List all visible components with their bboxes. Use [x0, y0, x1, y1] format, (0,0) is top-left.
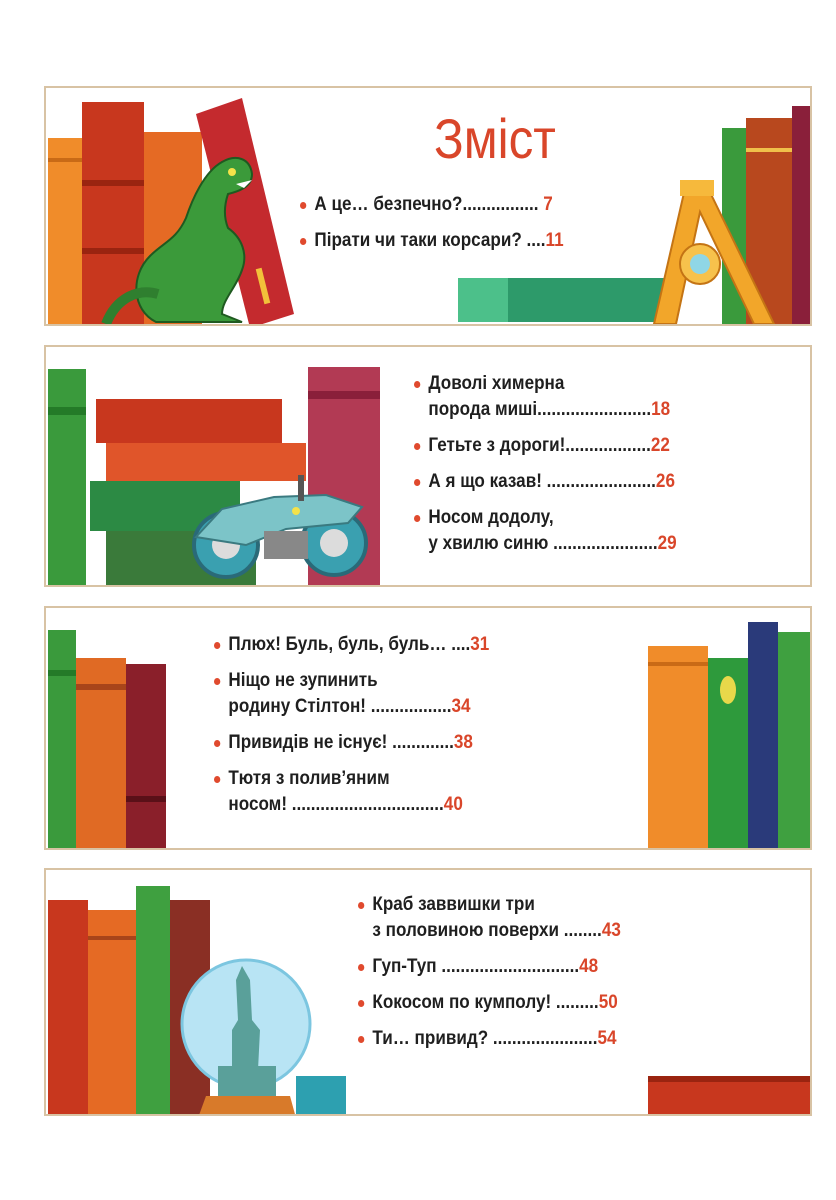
toc-entry-title: Пірати чи таки корсари? ....	[314, 230, 546, 251]
bullet-icon	[214, 642, 220, 649]
toc-entry-title: Кокосом по кумполу! .........	[372, 992, 599, 1013]
toc-page-number: 29	[657, 533, 677, 554]
toc-page-number: 26	[655, 471, 675, 492]
bullet-icon	[414, 443, 420, 450]
toc-entry[interactable]	[358, 954, 621, 980]
books-illustration-right	[636, 608, 812, 850]
toc-panel-3	[44, 606, 812, 850]
toc-entry[interactable]	[414, 433, 677, 459]
toc-panel-4	[44, 868, 812, 1116]
toc-page-number: 31	[470, 634, 490, 655]
toc-page-number: 50	[598, 992, 618, 1013]
bullet-icon	[414, 515, 420, 522]
toc-page-number: 34	[451, 696, 471, 717]
toc-entry-title: Ніщо не зупинить	[228, 670, 378, 691]
toc-entry[interactable]	[414, 505, 677, 557]
toc-entry-title: родину Стілтон! .................	[228, 696, 452, 717]
toc-entry[interactable]	[214, 668, 489, 720]
bullet-icon	[358, 1036, 364, 1043]
toc-entry-title: носом! ................................	[228, 794, 444, 815]
toc-entry-title: Гетьте з дороги!..................	[428, 435, 651, 456]
toc-entry-title: Доволі химерна	[428, 373, 565, 394]
toc-entry[interactable]	[214, 766, 489, 818]
toc-entry-title: А я що казав! .......................	[428, 471, 656, 492]
toc-entry-title: Краб заввишки три	[372, 894, 535, 915]
toc-entry-title: Привидів не існує! .............	[228, 732, 454, 753]
toc-entry-title: Тютя з полив’яним	[228, 768, 390, 789]
bullet-icon	[214, 740, 220, 747]
toc-entry-title: у хвилю синю ......................	[428, 533, 658, 554]
toc-list-3	[214, 632, 520, 828]
books-illustration-left	[46, 870, 346, 1116]
toc-list-2	[414, 371, 706, 567]
toc-entry-title: Ти… привид? ......................	[372, 1028, 598, 1049]
toc-entry-title: порода миші........................	[428, 399, 652, 420]
toc-page-number: 40	[443, 794, 463, 815]
toc-panel-1	[44, 86, 812, 326]
toc-page-number: 18	[651, 399, 671, 420]
bullet-icon	[214, 776, 220, 783]
toc-page-number: 7	[543, 194, 553, 215]
toc-entry-title: А це… безпечно?................	[314, 194, 544, 215]
toc-page-number: 38	[453, 732, 473, 753]
bullet-icon	[300, 202, 306, 209]
toc-page-number: 54	[597, 1028, 617, 1049]
toc-panel-2	[44, 345, 812, 587]
bullet-icon	[358, 902, 364, 909]
books-illustration-left	[46, 347, 386, 587]
toc-entry[interactable]	[358, 990, 621, 1016]
page-title: Зміст	[434, 107, 556, 170]
toc-entry[interactable]	[214, 632, 489, 658]
toc-entry[interactable]	[414, 371, 677, 423]
toc-page-number: 43	[601, 920, 621, 941]
toc-entry[interactable]	[214, 730, 489, 756]
toc-page-number: 22	[650, 435, 670, 456]
toc-entry-title: Гуп-Туп .............................	[372, 956, 580, 977]
bullet-icon	[358, 1000, 364, 1007]
toc-entry-title: з половиною поверхи ........	[372, 920, 602, 941]
bullet-icon	[414, 381, 420, 388]
toc-entry-title: Плюх! Буль, буль, буль… ....	[228, 634, 471, 655]
bullet-icon	[358, 964, 364, 971]
toc-entry[interactable]	[414, 469, 677, 495]
toc-entry[interactable]	[358, 892, 621, 944]
books-illustration-left	[46, 608, 186, 850]
toc-page-number: 48	[579, 956, 599, 977]
bullet-icon	[214, 678, 220, 685]
bullet-icon	[300, 238, 306, 245]
books-illustration-right	[646, 870, 812, 1116]
toc-entry-title: Носом додолу,	[428, 507, 554, 528]
toc-entry[interactable]	[358, 1026, 621, 1052]
toc-page-number: 11	[545, 230, 564, 251]
toc-list-4	[358, 892, 650, 1062]
books-illustration-right	[454, 88, 812, 326]
bullet-icon	[414, 479, 420, 486]
